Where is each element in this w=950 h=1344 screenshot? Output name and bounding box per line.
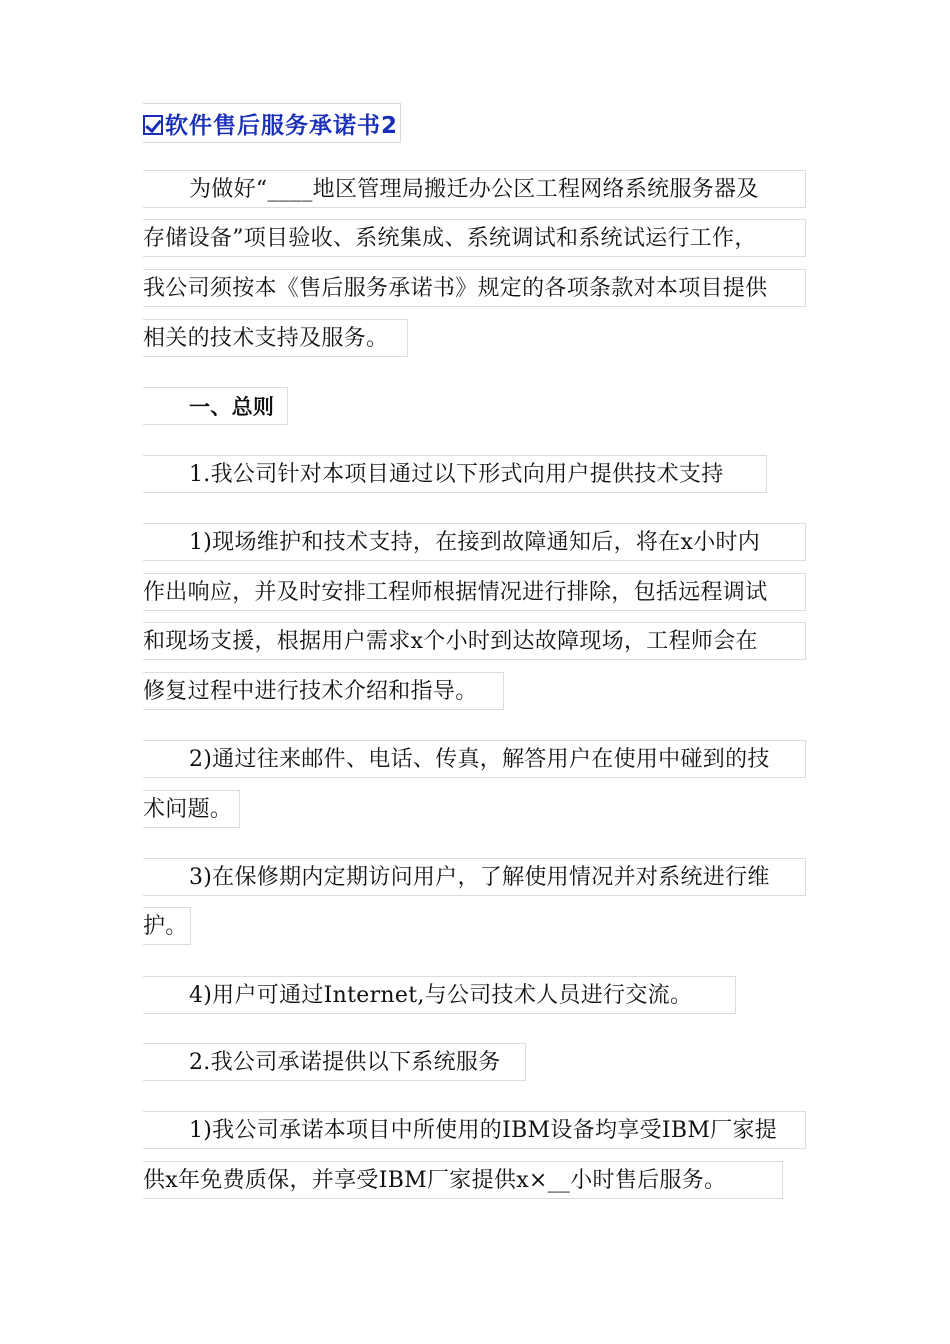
item-1-sub-1-line-4: 修复过程中进行技术介绍和指导。	[143, 672, 504, 710]
document-title	[143, 103, 401, 143]
item-1-sub-2-line-1: 2)通过往来邮件、电话、传真，解答用户在使用中碰到的技	[143, 740, 806, 778]
item-1-sub-3-line-1: 3)在保修期内定期访问用户，了解使用情况并对系统进行维	[143, 858, 806, 896]
item-1-sub-2-line-2: 术问题。	[143, 790, 240, 828]
item-2-sub-1-line-2: 供x年免费质保，并享受IBM厂家提供x×__小时售后服务。	[143, 1161, 783, 1199]
item-1-sub-4-line-1: 4)用户可通过Internet,与公司技术人员进行交流。	[143, 976, 736, 1014]
item-2-sub-1-line-1: 1)我公司承诺本项目中所使用的IBM设备均享受IBM厂家提	[143, 1111, 806, 1149]
section-heading-general: 一、总则	[143, 387, 288, 425]
item-1-sub-1-line-3: 和现场支援，根据用户需求x个小时到达故障现场，工程师会在	[143, 622, 806, 660]
intro-line-1: 为做好“____地区管理局搬迁办公区工程网络系统服务器及	[143, 170, 806, 208]
item-1-sub-1-line-2: 作出响应，并及时安排工程师根据情况进行排除，包括远程调试	[143, 573, 806, 611]
item-2-text: 2.我公司承诺提供以下系统服务	[143, 1043, 526, 1081]
item-1-sub-1-line-1: 1)现场维护和技术支持，在接到故障通知后，将在x小时内	[143, 523, 806, 561]
intro-line-3: 我公司须按本《售后服务承诺书》规定的各项条款对本项目提供	[143, 269, 806, 307]
item-1-text: 1.我公司针对本项目通过以下形式向用户提供技术支持	[143, 455, 767, 493]
intro-line-4: 相关的技术支持及服务。	[143, 319, 408, 357]
checkbox-icon	[143, 115, 163, 135]
document-title-text: 软件售后服务承诺书2	[165, 112, 399, 139]
item-1-sub-3-line-2: 护。	[143, 907, 191, 945]
intro-line-2: 存储设备”项目验收、系统集成、系统调试和系统试运行工作，	[143, 219, 806, 257]
